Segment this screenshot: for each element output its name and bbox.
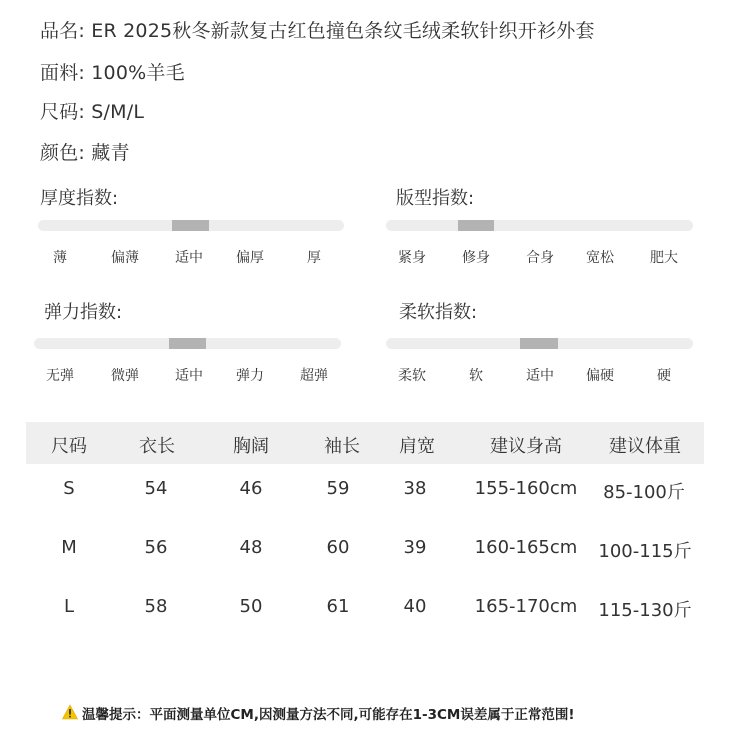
size-value: S/M/L <box>91 101 145 123</box>
fit-tick: 宽松 <box>586 250 614 266</box>
table-row <box>26 478 704 508</box>
table-cell: 165-170cm <box>474 596 578 617</box>
fit-title: 版型指数: <box>396 188 475 209</box>
elasticity-tick: 适中 <box>175 368 203 384</box>
table-cell: 100-115斤 <box>598 541 692 562</box>
header-cell: 袖长 <box>324 436 360 457</box>
softness-title: 柔软指数: <box>399 302 478 323</box>
table-cell: 50 <box>239 596 263 617</box>
table-cell: 38 <box>403 478 427 499</box>
table-cell: 58 <box>144 596 168 617</box>
product-name-value: ER 2025秋冬新款复古红色撞色条纹毛绒柔软针织开衫外套 <box>91 20 595 42</box>
elasticity-tick: 弹力 <box>236 368 264 384</box>
footer-note <box>82 703 575 723</box>
fit-track <box>386 220 693 231</box>
fabric-label: 面料: <box>40 62 86 84</box>
table-cell: S <box>63 478 75 499</box>
table-cell: 60 <box>326 537 350 558</box>
fit-tick: 紧身 <box>398 250 426 266</box>
table-cell: 56 <box>144 537 168 558</box>
table-cell: 61 <box>326 596 350 617</box>
color-value: 藏青 <box>91 142 130 164</box>
color-line <box>40 138 130 165</box>
elasticity-tick: 微弹 <box>111 368 139 384</box>
color-label: 颜色: <box>40 142 86 164</box>
table-cell: 46 <box>239 478 263 499</box>
elasticity-track <box>34 338 341 349</box>
header-cell: 尺码 <box>51 436 87 457</box>
table-cell: 155-160cm <box>474 478 578 499</box>
thickness-tick: 适中 <box>175 250 203 266</box>
header-cell: 肩宽 <box>399 436 435 457</box>
softness-track <box>386 338 693 349</box>
table-cell: M <box>61 537 77 558</box>
fit-tick: 修身 <box>462 250 490 266</box>
fabric-line <box>40 58 185 85</box>
header-cell: 建议身高 <box>490 436 562 457</box>
table-cell: 40 <box>403 596 427 617</box>
thickness-tick: 厚 <box>307 250 321 266</box>
fit-indicator <box>458 220 494 231</box>
softness-tick: 偏硬 <box>586 368 614 384</box>
softness-tick: 软 <box>469 368 483 384</box>
table-cell: 115-130斤 <box>598 600 692 621</box>
fabric-value: 100%羊毛 <box>91 62 185 84</box>
size-line <box>40 97 144 124</box>
softness-tick: 适中 <box>526 368 554 384</box>
header-cell: 胸阔 <box>233 436 269 457</box>
size-label: 尺码: <box>40 101 86 123</box>
footer-text: 温馨提示：平面测量单位CM,因测量方法不同,可能存在1-3CM误差属于正常范围! <box>82 707 575 723</box>
thickness-tick: 薄 <box>53 250 67 266</box>
elasticity-tick: 超弹 <box>300 368 328 384</box>
table-cell: 54 <box>144 478 168 499</box>
softness-indicator <box>520 338 558 349</box>
thickness-title: 厚度指数: <box>40 188 119 209</box>
fit-tick: 合身 <box>526 250 554 266</box>
thickness-tick: 偏薄 <box>111 250 139 266</box>
elasticity-tick: 无弹 <box>46 368 74 384</box>
table-cell: 59 <box>326 478 350 499</box>
elasticity-title: 弹力指数: <box>44 302 123 323</box>
product-name-line <box>40 16 595 43</box>
table-row <box>26 537 704 567</box>
thickness-indicator <box>172 220 209 231</box>
header-cell: 建议体重 <box>609 436 681 457</box>
thickness-track <box>38 220 344 231</box>
thickness-tick: 偏厚 <box>236 250 264 266</box>
product-name-label: 品名: <box>40 20 86 42</box>
table-cell: 48 <box>239 537 263 558</box>
softness-tick: 硬 <box>657 368 671 384</box>
fit-tick: 肥大 <box>650 250 678 266</box>
table-row <box>26 596 704 626</box>
table-cell: 160-165cm <box>474 537 578 558</box>
size-table-header <box>26 422 704 464</box>
header-cell: 衣长 <box>139 436 175 457</box>
table-cell: 39 <box>403 537 427 558</box>
warning-icon <box>62 704 78 720</box>
softness-tick: 柔软 <box>398 368 426 384</box>
table-cell: 85-100斤 <box>603 482 685 503</box>
table-cell: L <box>63 596 75 617</box>
elasticity-indicator <box>169 338 206 349</box>
